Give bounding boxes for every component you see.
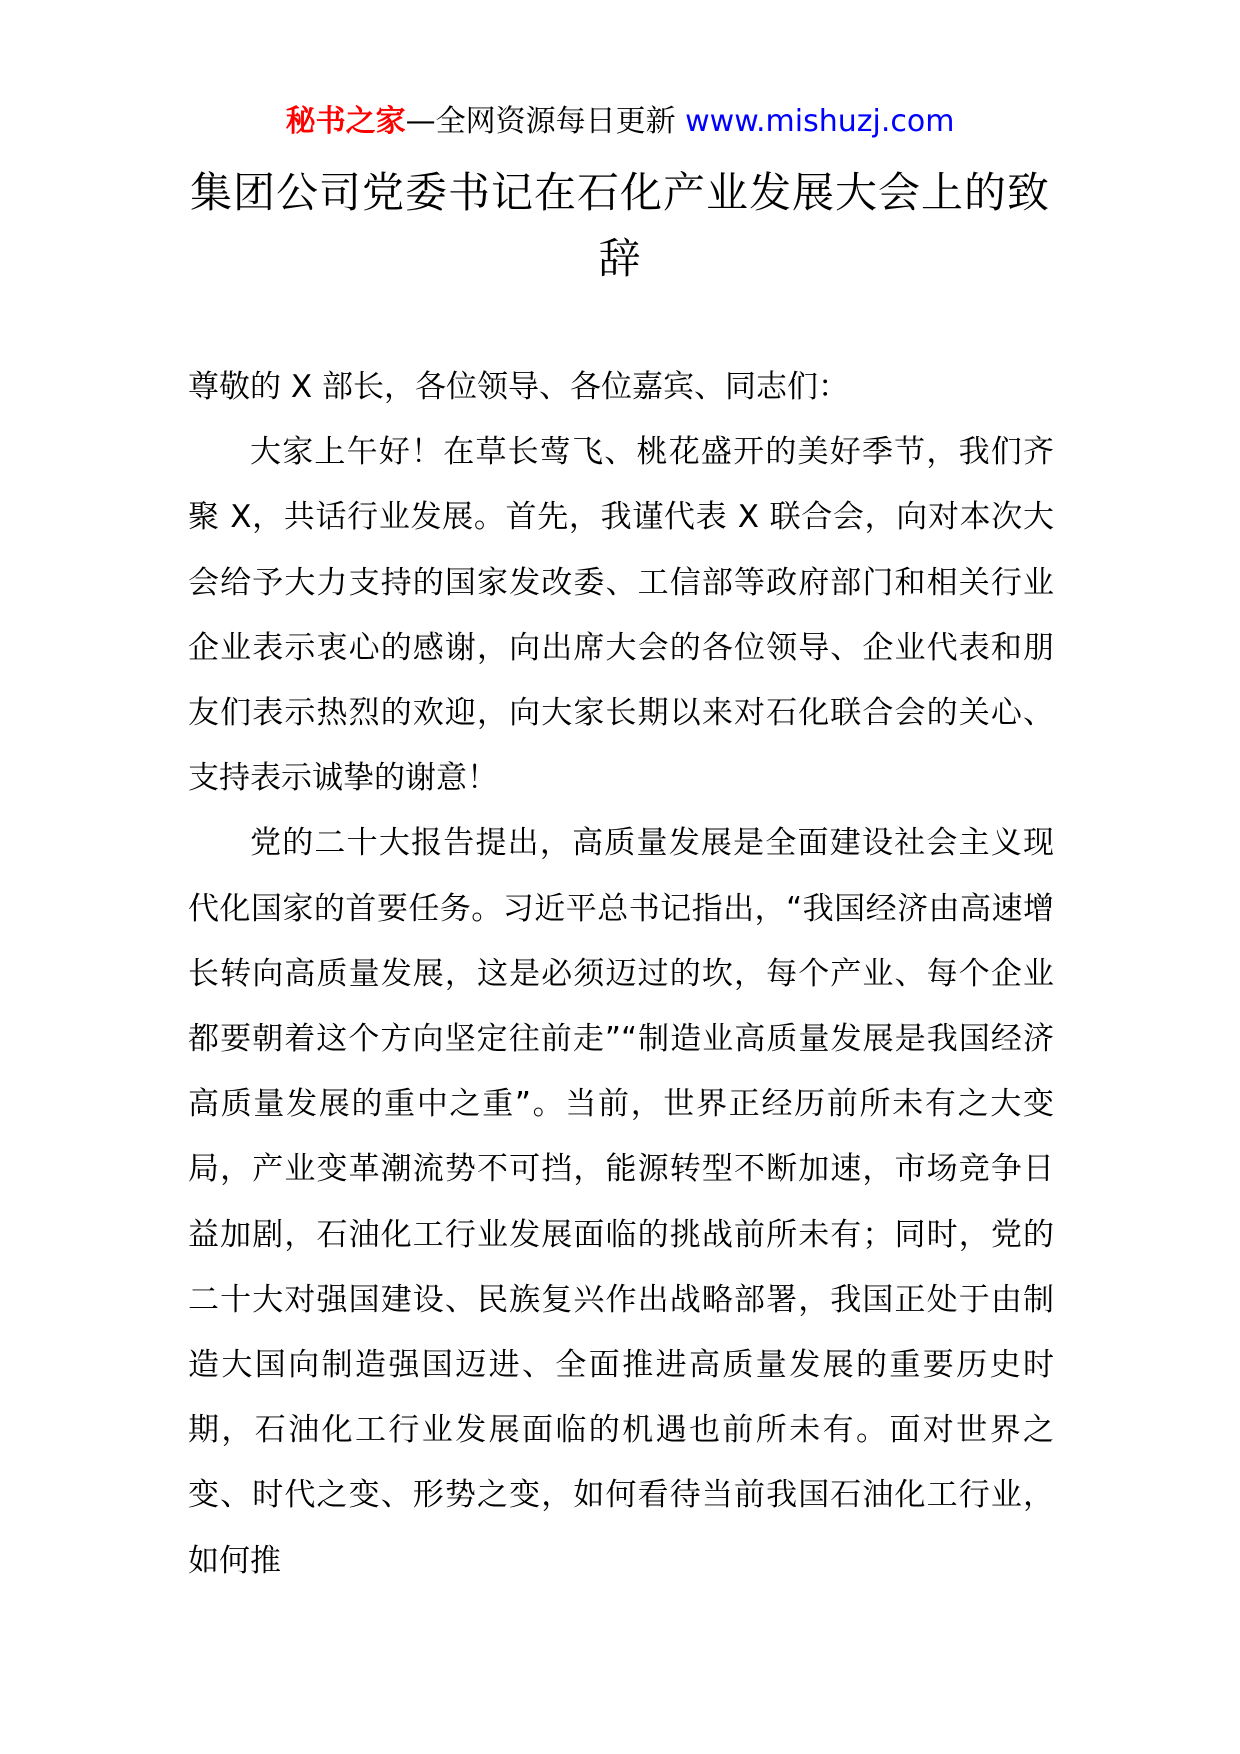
brand-name: 秘书之家 xyxy=(285,104,406,139)
header-tagline: —全网资源每日更新 xyxy=(405,104,686,139)
paragraph: 党的二十大报告提出，高质量发展是全面建设社会主义现代化国家的首要任务。习近平总书记指出，“我国经济由高速增长转向高质量发展，这是必须迈过的坎，每个产业、每个企业都要朝着这个方向坚定往前走”“制造业高质量发展是我国经济高质量发展的重中之重”。当前，世界正经历前所未有之大变局，产业变革潮流势不可挡，能源转型不断加速，市场竞争日益加剧，石油化工行业发展面临的挑战前所未有；同时，党的二十大对强国建设、民族复兴作出战略部署，我国正处于由制造大国向制造强国迈进、全面推进高质量发展的重要历史时期，石油化工行业发展面临的机遇也前所未有。面对世界之变、时代之变、形势之变，如何看待当前我国石油化工行业，如何推 xyxy=(188,825,1054,1579)
document-title: 集团公司党委书记在石化产业发展大会上的致辞 xyxy=(190,168,1051,283)
paragraph: 大家上午好！在草长莺飞、桃花盛开的美好季节，我们齐聚 X，共话行业发展。首先，我谨代表 X 联合会，向对本次大会给予大力支持的国家发改委、工信部等政府部门和相关行业企业表示衷心的感谢，向出席大会的各位领导、企业代表和朋友们表示热烈的欢迎，向大家长期以来对石化联合会的关心、支持表示诚挚的谢意！ xyxy=(188,434,1054,797)
site-url-link[interactable]: www.mishuzj.com xyxy=(685,104,955,139)
document-body xyxy=(188,355,1054,1594)
site-header xyxy=(0,100,1240,144)
salutation: 尊敬的 X 部长，各位领导、各位嘉宾、同志们： xyxy=(188,369,849,405)
